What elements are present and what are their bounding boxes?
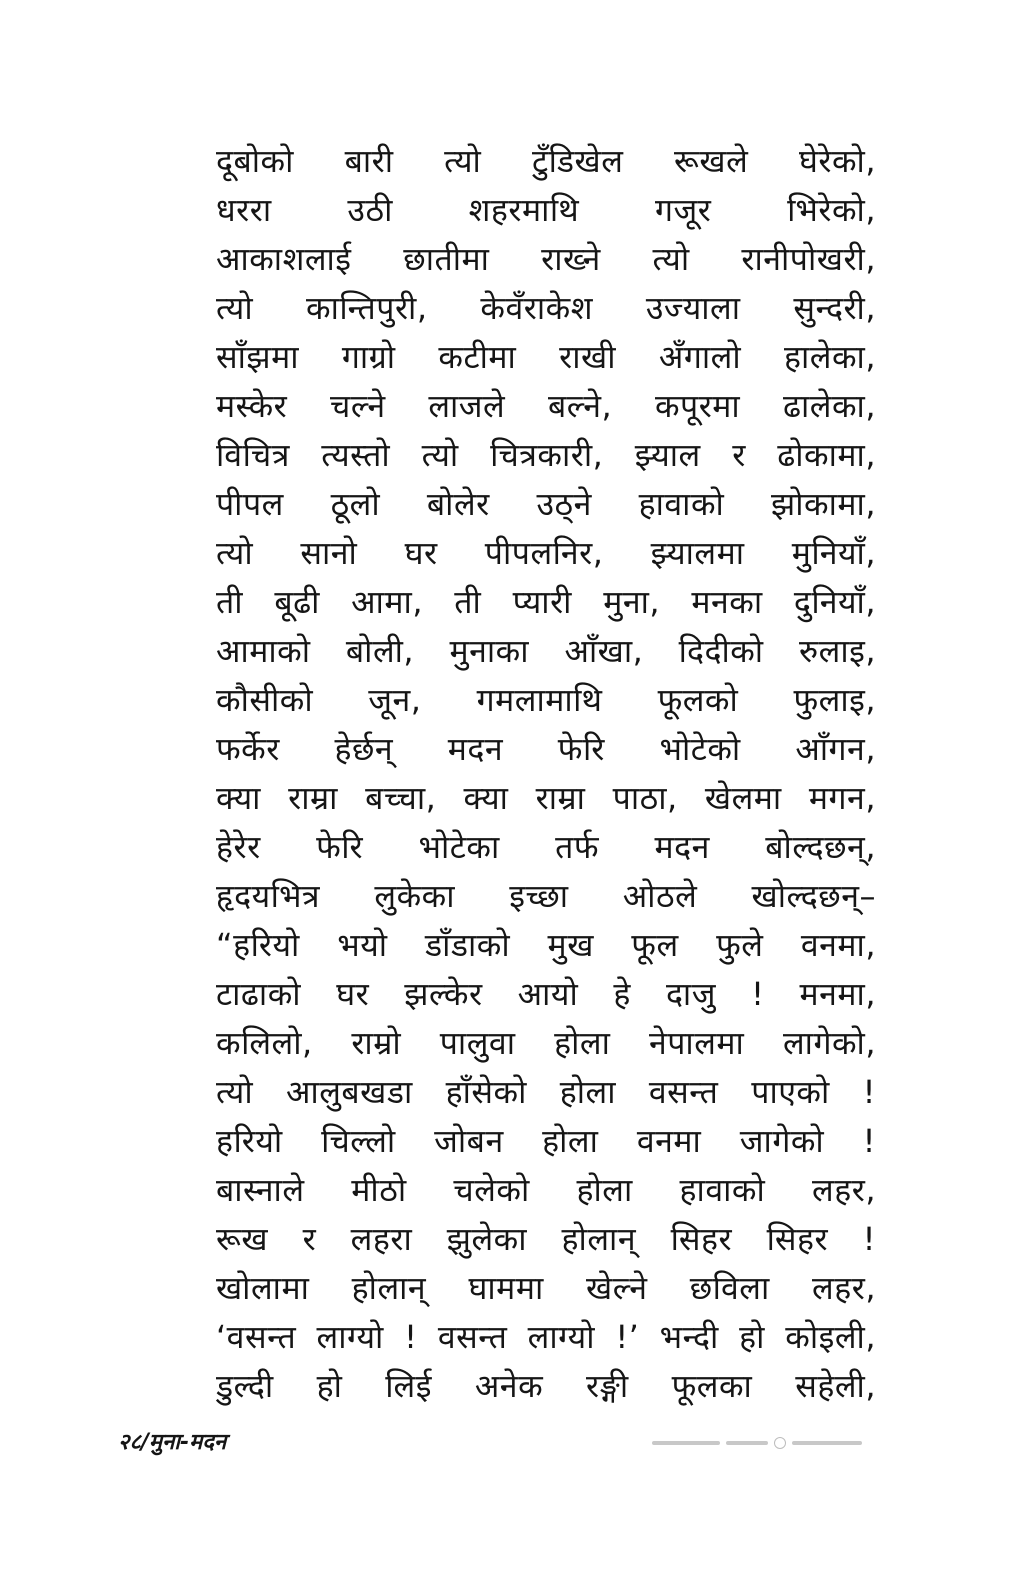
poem-line: बास्नाले मीठो चलेको होला हावाको लहर,	[216, 1171, 876, 1209]
flower-ornament-icon	[774, 1437, 786, 1449]
poem-line: त्यो कान्तिपुरी, केवँराकेश उज्याला सुन्दरी,	[216, 289, 876, 327]
poem-line: आकाशलाई छातीमा राख्ने त्यो रानीपोखरी,	[216, 240, 876, 278]
poem-line: ती बूढी आमा, ती प्यारी मुना, मनका दुनियाँ,	[216, 583, 876, 621]
poem-line: साँझमा गाग्रो कटीमा राखी अँगालो हालेका,	[216, 338, 876, 376]
poem-line: ‘वसन्त लाग्यो ! वसन्त लाग्यो !’ भन्दी हो कोइली,	[216, 1318, 876, 1356]
poem-line: विचित्र त्यस्तो त्यो चित्रकारी, झ्याल र ढोकामा,	[216, 436, 876, 474]
poem-line: टाढाको घर झल्केर आयो हे दाजु ! मनमा,	[216, 975, 876, 1013]
poem-line: हेरेर फेरि भोटेका तर्फ मदन बोल्दछन्,	[216, 828, 876, 866]
poem-line: पीपल ठूलो बोलेर उठ्ने हावाको झोकामा,	[216, 485, 876, 523]
poem-line: रूख र लहरा झुलेका होलान् सिहर सिहर !	[216, 1220, 876, 1258]
poem-line: हरियो चिल्लो जोबन होला वनमा जागेको !	[216, 1122, 876, 1160]
poem-text	[216, 137, 876, 1411]
poem-line: डुल्दी हो लिई अनेक रङ्गी फूलका सहेली,	[216, 1367, 876, 1405]
poem-line: कौसीको जून, गमलामाथि फूलको फुलाइ,	[216, 681, 876, 719]
publisher-text-mark	[652, 1441, 720, 1445]
poem-line: कलिलो, राम्रो पालुवा होला नेपालमा लागेको,	[216, 1024, 876, 1062]
page-number-label: २८/मुना-मदन	[118, 1430, 227, 1455]
poem-line: आमाको बोली, मुनाका आँखा, दिदीको रुलाइ,	[216, 632, 876, 670]
poem-line: फर्केर हेर्छन् मदन फेरि भोटेको आँगन,	[216, 730, 876, 768]
poem-line: क्या राम्रा बच्चा, क्या राम्रा पाठा, खेलमा मगन,	[216, 779, 876, 817]
poem-line: धररा उठी शहरमाथि गजूर भिरेको,	[216, 191, 876, 229]
poem-line: त्यो आलुबखडा हाँसेको होला वसन्त पाएको !	[216, 1073, 876, 1111]
poem-line: खोलामा होलान् घाममा खेल्ने छविला लहर,	[216, 1269, 876, 1307]
publisher-text-mark	[792, 1441, 862, 1445]
poem-line: त्यो सानो घर पीपलनिर, झ्यालमा मुनियाँ,	[216, 534, 876, 572]
poem-line: मस्केर चल्ने लाजले बल्ने, कपूरमा ढालेका,	[216, 387, 876, 425]
poem-line: दूबोको बारी त्यो टुँडिखेल रूखले घेरेको,	[216, 142, 876, 180]
publisher-mark	[652, 1436, 872, 1450]
poem-line: “हरियो भयो डाँडाको मुख फूल फुले वनमा,	[216, 926, 876, 964]
publisher-text-mark	[726, 1441, 768, 1445]
poem-line: हृदयभित्र लुकेका इच्छा ओठले खोल्दछन्–	[216, 877, 876, 915]
